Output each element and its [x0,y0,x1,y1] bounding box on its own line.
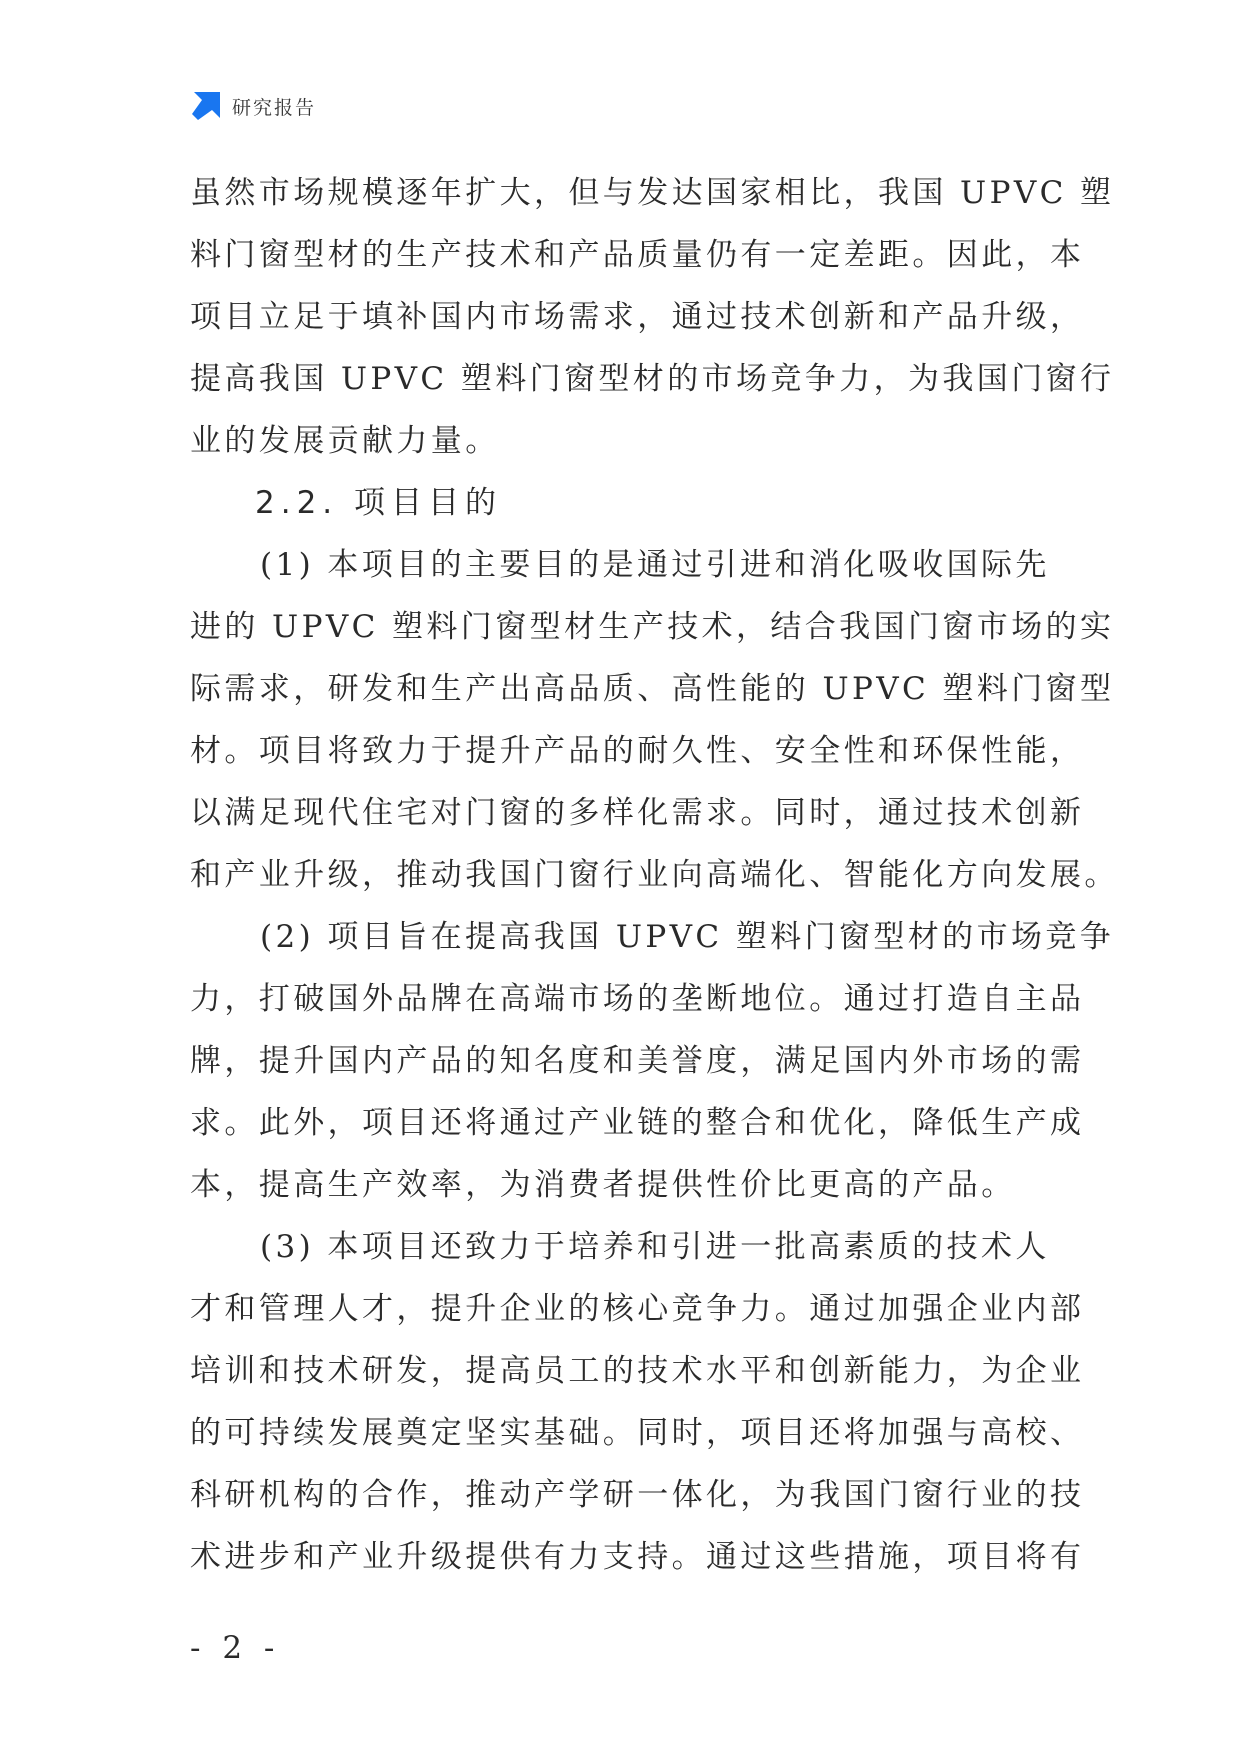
page-header [190,88,316,124]
header-title: 研究报告 [232,96,317,119]
text-line: 项目立足于填补国内市场需求，通过技术创新和产品升级， [190,299,1085,335]
text-line: 本，提高生产效率，为消费者提供性价比更高的产品。 [190,1167,1016,1203]
section-heading: 2.2. 项目目的 [255,485,503,521]
text-line: 虽然市场规模逐年扩大，但与发达国家相比，我国 UPVC 塑 [190,175,1115,211]
text-line: 牌，提升国内产品的知名度和美誉度，满足国内外市场的需 [190,1043,1085,1079]
text-line: (1) 本项目的主要目的是通过引进和消化吸收国际先 [260,547,1050,583]
text-line: 际需求，研发和生产出高品质、高性能的 UPVC 塑料门窗型 [190,671,1115,707]
text-line: 才和管理人才，提升企业的核心竞争力。通过加强企业内部 [190,1291,1085,1327]
text-line: 的可持续发展奠定坚实基础。同时，项目还将加强与高校、 [190,1415,1085,1451]
text-line: 材。项目将致力于提升产品的耐久性、安全性和环保性能， [190,733,1085,769]
text-line: 科研机构的合作，推动产学研一体化，为我国门窗行业的技 [190,1477,1085,1513]
text-line: 以满足现代住宅对门窗的多样化需求。同时，通过技术创新 [190,795,1085,831]
text-line: (3) 本项目还致力于培养和引进一批高素质的技术人 [260,1229,1050,1265]
text-line: 料门窗型材的生产技术和产品质量仍有一定差距。因此，本 [190,237,1085,273]
text-line: 提高我国 UPVC 塑料门窗型材的市场竞争力，为我国门窗行 [190,361,1115,397]
page-number: - 2 - [190,1630,281,1666]
text-line: 力，打破国外品牌在高端市场的垄断地位。通过打造自主品 [190,981,1085,1017]
text-line: 术进步和产业升级提供有力支持。通过这些措施，项目将有 [190,1539,1085,1575]
text-line: 求。此外，项目还将通过产业链的整合和优化，降低生产成 [190,1105,1085,1141]
text-line: 培训和技术研发，提高员工的技术水平和创新能力，为企业 [190,1353,1085,1389]
text-line: 进的 UPVC 塑料门窗型材生产技术，结合我国门窗市场的实 [190,609,1115,645]
arrow-up-right-icon [190,90,222,122]
document-body [190,162,1119,1588]
text-line: (2) 项目旨在提高我国 UPVC 塑料门窗型材的市场竞争 [260,919,1115,955]
text-line: 和产业升级，推动我国门窗行业向高端化、智能化方向发展。 [190,857,1119,893]
text-line: 业的发展贡献力量。 [190,423,500,459]
